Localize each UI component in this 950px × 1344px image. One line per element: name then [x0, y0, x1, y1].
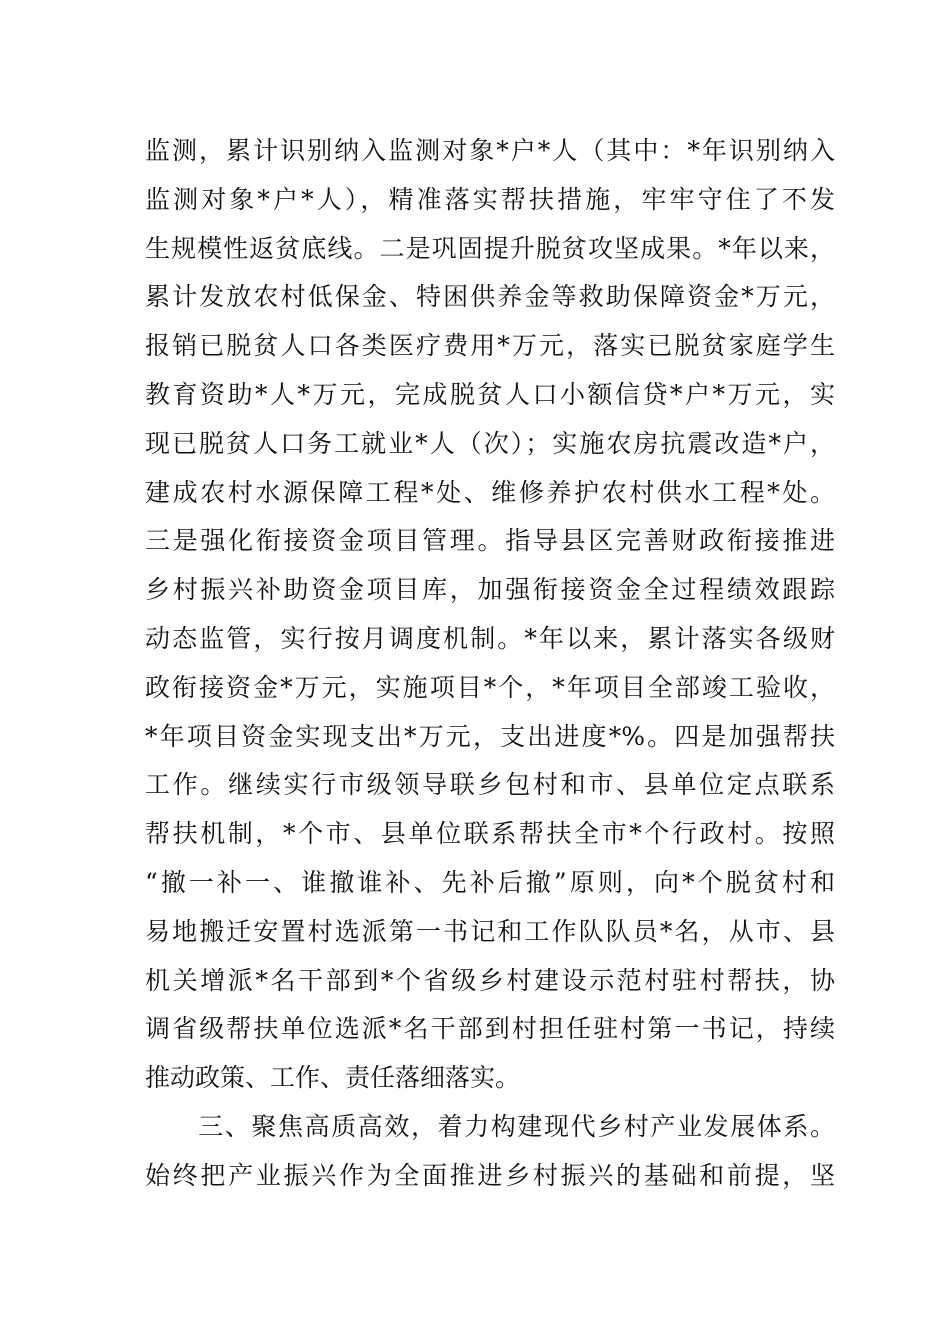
- text-line: 报销已脱贫人口各类医疗费用*万元，落实已脱贫家庭学生: [145, 331, 835, 361]
- text-line: 监测，累计识别纳入监测对象*户*人（其中：*年识别纳入: [145, 136, 835, 165]
- text-line: 累计发放农村低保金、特困供养金等救助保障资金*万元，: [145, 282, 835, 312]
- text-line: 教育资助*人*万元，完成脱贫人口小额信贷*户*万元，实: [145, 379, 835, 409]
- text-line: *年项目资金实现支出*万元，支出进度*%。四是加强帮扶: [145, 721, 835, 751]
- text-line: 乡村振兴补助资金项目库，加强衔接资金全过程绩效跟踪: [145, 575, 835, 605]
- text-line: 生规模性返贫底线。二是巩固提升脱贫攻坚成果。*年以来，: [145, 233, 835, 263]
- text-line: 易地搬迁安置村选派第一书记和工作队队员*名，从市、县: [145, 916, 835, 946]
- text-line: 动态监管，实行按月调度机制。*年以来，累计落实各级财: [145, 623, 835, 653]
- text-line: 政衔接资金*万元，实施项目*个，*年项目全部竣工验收，: [145, 672, 835, 702]
- text-line: 推动政策、工作、责任落细落实。: [145, 1063, 521, 1093]
- text-line: 机关增派*名干部到*个省级乡村建设示范村驻村帮扶，协: [145, 965, 835, 995]
- section-heading-line: 三、聚焦高质高效，着力构建现代乡村产业发展体系。: [145, 1111, 835, 1141]
- text-line: 工作。继续实行市级领导联乡包村和市、县单位定点联系: [145, 770, 835, 800]
- body-text: [145, 127, 835, 1201]
- text-line: 三是强化衔接资金项目管理。指导县区完善财政衔接推进: [145, 526, 835, 556]
- text-line: “撤一补一、谁撤谁补、先补后撤”原则，向*个脱贫村和: [145, 867, 835, 897]
- text-line: 建成农村水源保障工程*处、维修养护农村供水工程*处。: [145, 477, 835, 507]
- text-line: 调省级帮扶单位选派*名干部到村担任驻村第一书记，持续: [145, 1014, 835, 1044]
- text-line: 现已脱贫人口务工就业*人（次）；实施农房抗震改造*户，: [145, 428, 835, 458]
- text-line: 监测对象*户*人），精准落实帮扶措施，牢牢守住了不发: [145, 184, 835, 214]
- text-line: 帮扶机制，*个市、县单位联系帮扶全市*个行政村。按照: [145, 819, 835, 849]
- text-line: 始终把产业振兴作为全面推进乡村振兴的基础和前提，坚: [145, 1160, 835, 1190]
